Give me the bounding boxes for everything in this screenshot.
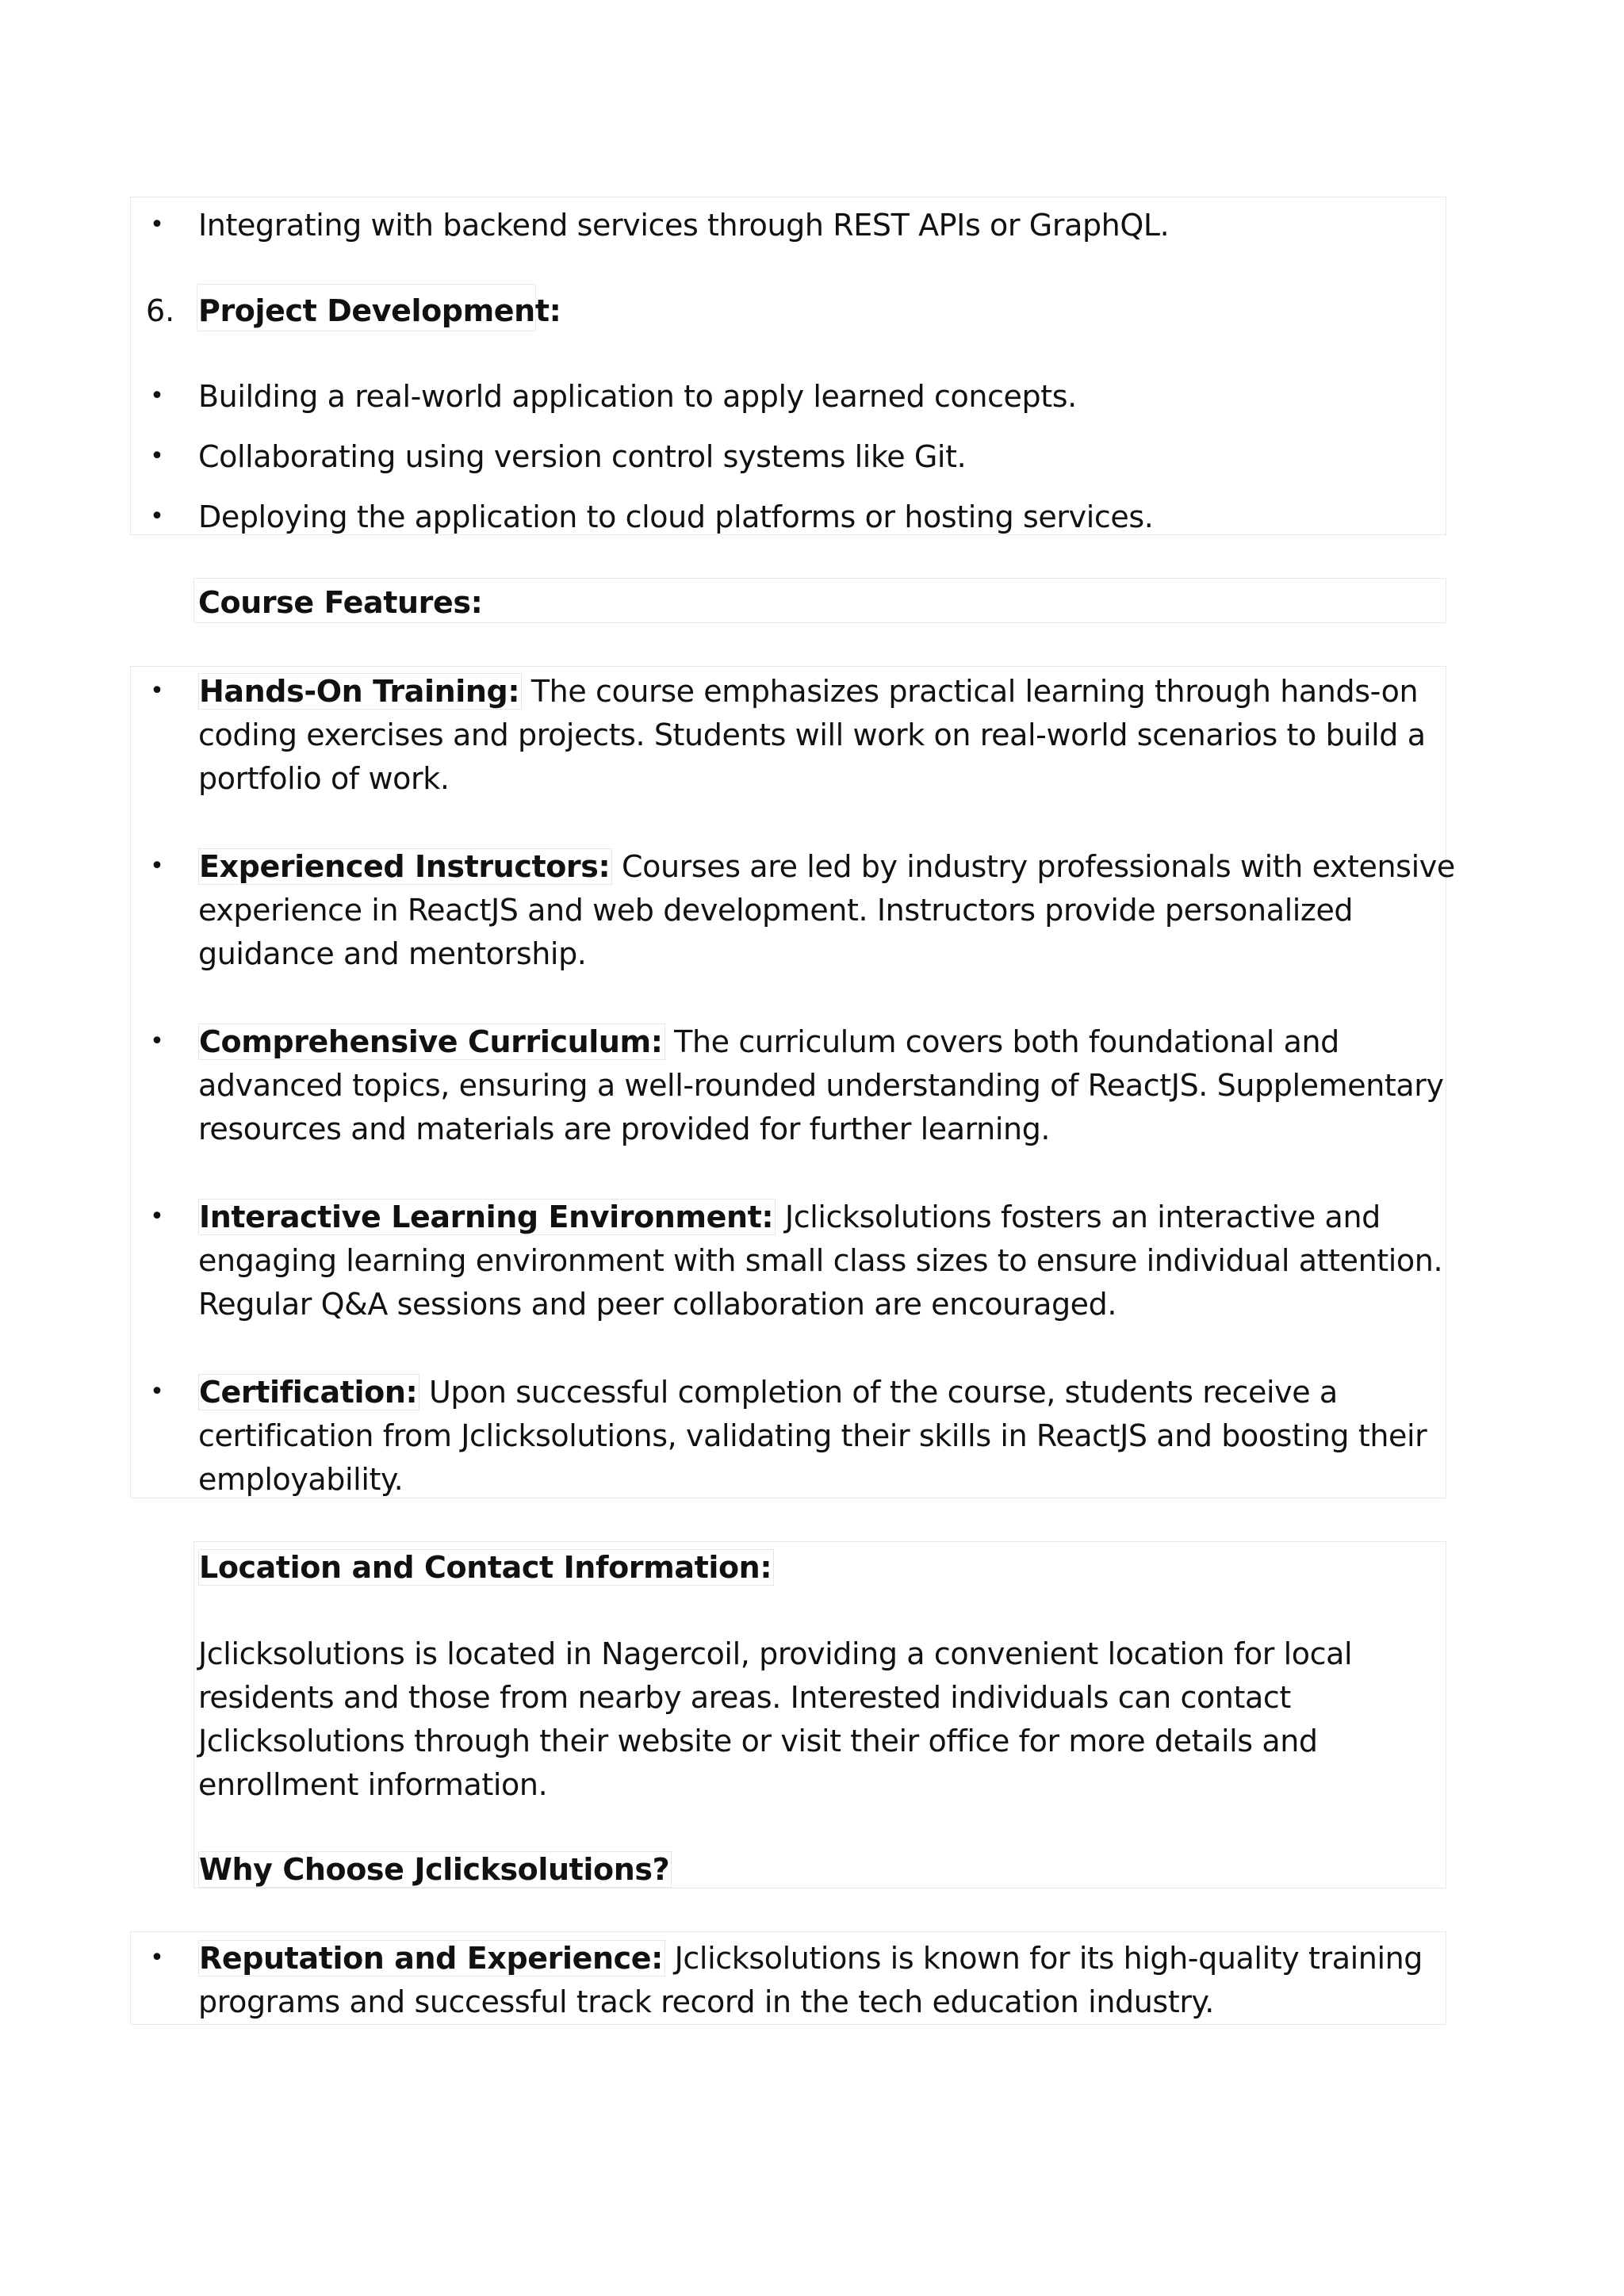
location-text-line: enrollment information. [198, 1767, 548, 1802]
features-heading: Course Features: [198, 585, 483, 620]
bullet-marker: • [150, 1944, 164, 1972]
why-item-reputation [198, 1936, 1423, 1980]
location-text-line: Jclicksolutions is located in Nagercoil, providing a convenient location for local [198, 1636, 1353, 1671]
bullet-marker: • [150, 852, 164, 880]
bullet-marker: • [150, 1027, 164, 1055]
feature-text: Courses are led by industry professionals with extensive [612, 849, 1455, 884]
feature-text-line: portfolio of work. [198, 761, 450, 796]
section-title: Project Development: [198, 293, 561, 328]
why-text: Jclicksolutions is known for its high-quality training [665, 1941, 1423, 1976]
feature-label: Interactive Learning Environment: [198, 1199, 776, 1235]
location-heading [198, 1545, 774, 1590]
feature-text-line: guidance and mentorship. [198, 936, 587, 971]
why-heading [198, 1847, 672, 1892]
location-text-line: Jclicksolutions through their website or visit their office for more details and [198, 1724, 1318, 1758]
feature-text-line: certification from Jclicksolutions, validating their skills in ReactJS and boosting their [198, 1418, 1427, 1453]
bullet-marker: • [150, 503, 164, 530]
section-number: 6. [146, 293, 175, 328]
feature-item-hands-on [198, 669, 1418, 714]
feature-text-line: Regular Q&A sessions and peer collaboration are encouraged. [198, 1287, 1117, 1322]
bullet-marker: • [150, 382, 164, 410]
why-heading-text: Why Choose Jclicksolutions? [198, 1851, 672, 1888]
list-item: Building a real-world application to apply learned concepts. [198, 379, 1077, 414]
bullet-marker: • [150, 677, 164, 705]
location-text-line: residents and those from nearby areas. Interested individuals can contact [198, 1680, 1291, 1715]
why-label: Reputation and Experience: [198, 1940, 665, 1976]
feature-item-instructors [198, 844, 1455, 889]
feature-text-line: engaging learning environment with small class sizes to ensure individual attention. [198, 1243, 1443, 1278]
bullet-marker: • [150, 1378, 164, 1406]
feature-text: Upon successful completion of the course, students receive a [419, 1375, 1338, 1410]
feature-text-line: resources and materials are provided for further learning. [198, 1112, 1051, 1146]
feature-text-line: advanced topics, ensuring a well-rounded understanding of ReactJS. Supplementary [198, 1068, 1444, 1103]
feature-label: Certification: [198, 1374, 419, 1410]
feature-item-curriculum [198, 1020, 1339, 1064]
feature-text-line: coding exercises and projects. Students will work on real-world scenarios to build a [198, 718, 1426, 752]
list-item: Collaborating using version control systems like Git. [198, 439, 967, 474]
feature-text-line: experience in ReactJS and web development. Instructors provide personalized [198, 893, 1354, 928]
feature-text: The course emphasizes practical learning through hands-on [522, 674, 1419, 709]
location-heading-text: Location and Contact Information: [198, 1549, 774, 1586]
feature-item-interactive [198, 1195, 1381, 1239]
bullet-marker: • [150, 1203, 164, 1230]
feature-text-line: employability. [198, 1462, 404, 1497]
frame-prelist-section6 [130, 197, 1446, 535]
bullet-marker: • [150, 442, 164, 470]
feature-label: Experienced Instructors: [198, 848, 612, 885]
feature-label: Hands-On Training: [198, 673, 522, 710]
feature-item-certification [198, 1370, 1338, 1414]
feature-label: Comprehensive Curriculum: [198, 1024, 665, 1060]
list-item: Integrating with backend services through REST APIs or GraphQL. [198, 208, 1170, 243]
feature-text: The curriculum covers both foundational and [665, 1024, 1339, 1059]
feature-text: Jclicksolutions fosters an interactive and [776, 1200, 1381, 1234]
why-text-line: programs and successful track record in the tech education industry. [198, 1984, 1214, 2019]
list-item: Deploying the application to cloud platforms or hosting services. [198, 499, 1154, 534]
bullet-marker: • [150, 211, 164, 239]
